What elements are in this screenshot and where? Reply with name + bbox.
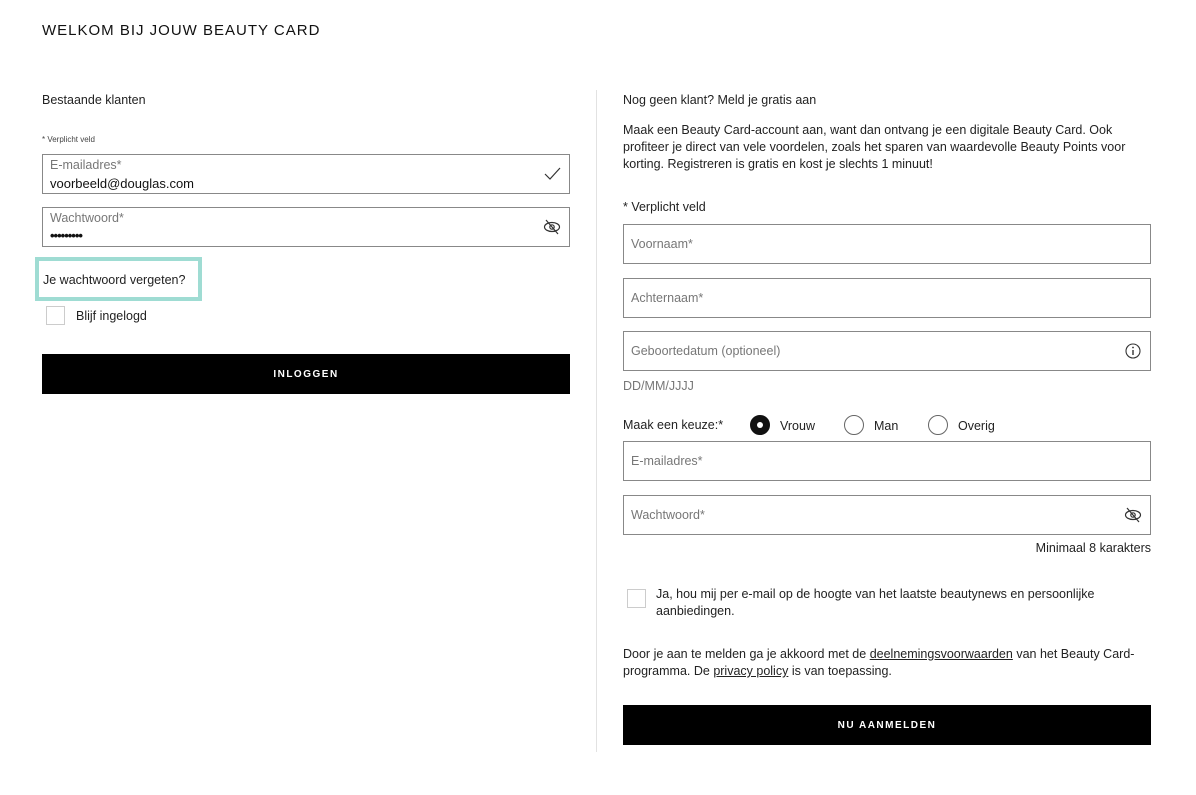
birthdate-input[interactable] <box>623 331 1151 371</box>
password-value: ••••••••• <box>50 228 82 243</box>
login-button[interactable]: INLOGGEN <box>42 354 570 394</box>
forgot-password-text: Je wachtwoord vergeten? <box>43 273 186 287</box>
register-intro: Maak een Beauty Card-account aan, want dan ontvang je een digitale Beauty Card. Ook profiteer je direct van vele voordelen, zoals het sparen van waardevolle Beauty Points voor korting. Registreren is gratis en kost je slechts 1 minuut! <box>623 123 1126 171</box>
required-note: * Verplicht veld <box>42 135 95 144</box>
gender-label-overig: Overig <box>958 419 995 433</box>
birthdate-hint: DD/MM/JJJJ <box>623 379 694 393</box>
register-email-placeholder: E-mailadres* <box>631 454 703 468</box>
forgot-password-link[interactable] <box>35 257 202 301</box>
page-title: WELKOM BIJ JOUW BEAUTY CARD <box>42 22 321 39</box>
firstname-input[interactable] <box>623 224 1151 264</box>
register-email-input[interactable] <box>623 441 1151 481</box>
register-password-input[interactable] <box>623 495 1151 535</box>
terms-post: is van toepassing. <box>788 664 892 678</box>
register-required-note: * Verplicht veld <box>623 200 706 214</box>
info-icon[interactable] <box>1124 342 1142 360</box>
column-divider <box>596 90 597 752</box>
terms-pre: Door je aan te melden ga je akkoord met de <box>623 647 870 661</box>
register-button[interactable]: NU AANMELDEN <box>623 705 1151 745</box>
lastname-placeholder: Achternaam* <box>631 291 704 305</box>
gender-label: Maak een keuze:* <box>623 418 724 432</box>
privacy-link[interactable]: privacy policy <box>713 664 789 678</box>
email-label: E-mailadres* <box>50 158 122 172</box>
terms-link[interactable]: deelnemingsvoorwaarden <box>869 647 1013 661</box>
gender-radio-vrouw[interactable] <box>750 415 770 435</box>
gender-label-vrouw: Vrouw <box>780 419 815 433</box>
eye-slash-icon[interactable] <box>1124 506 1142 524</box>
lastname-input[interactable] <box>623 278 1151 318</box>
terms-text <box>623 646 1138 680</box>
eye-slash-icon[interactable] <box>543 218 561 236</box>
firstname-placeholder: Voornaam* <box>631 237 693 251</box>
remember-me-label: Blijf ingelogd <box>76 309 147 323</box>
password-label: Wachtwoord* <box>50 211 124 225</box>
register-password-placeholder: Wachtwoord* <box>631 508 705 522</box>
birthdate-placeholder: Geboortedatum (optioneel) <box>631 344 781 358</box>
terms-mid: van het Beauty Card-programma. De <box>623 647 1135 678</box>
newsletter-label: Ja, hou mij per e-mail op de hoogte van het laatste beautynews en persoonlijke aanbiedingen. <box>656 587 1095 618</box>
email-value: voorbeeld@douglas.com <box>50 176 195 191</box>
login-email-field[interactable] <box>42 154 570 194</box>
remember-me-checkbox[interactable] <box>46 306 65 325</box>
checkmark-icon <box>543 165 561 183</box>
newsletter-checkbox[interactable] <box>627 589 646 608</box>
gender-radio-overig[interactable] <box>928 415 948 435</box>
password-hint: Minimaal 8 karakters <box>1035 541 1151 555</box>
gender-label-man: Man <box>874 419 899 433</box>
login-password-field[interactable] <box>42 207 570 247</box>
register-heading: Nog geen klant? Meld je gratis aan <box>623 93 817 107</box>
gender-radio-man[interactable] <box>844 415 864 435</box>
login-heading: Bestaande klanten <box>42 93 146 107</box>
